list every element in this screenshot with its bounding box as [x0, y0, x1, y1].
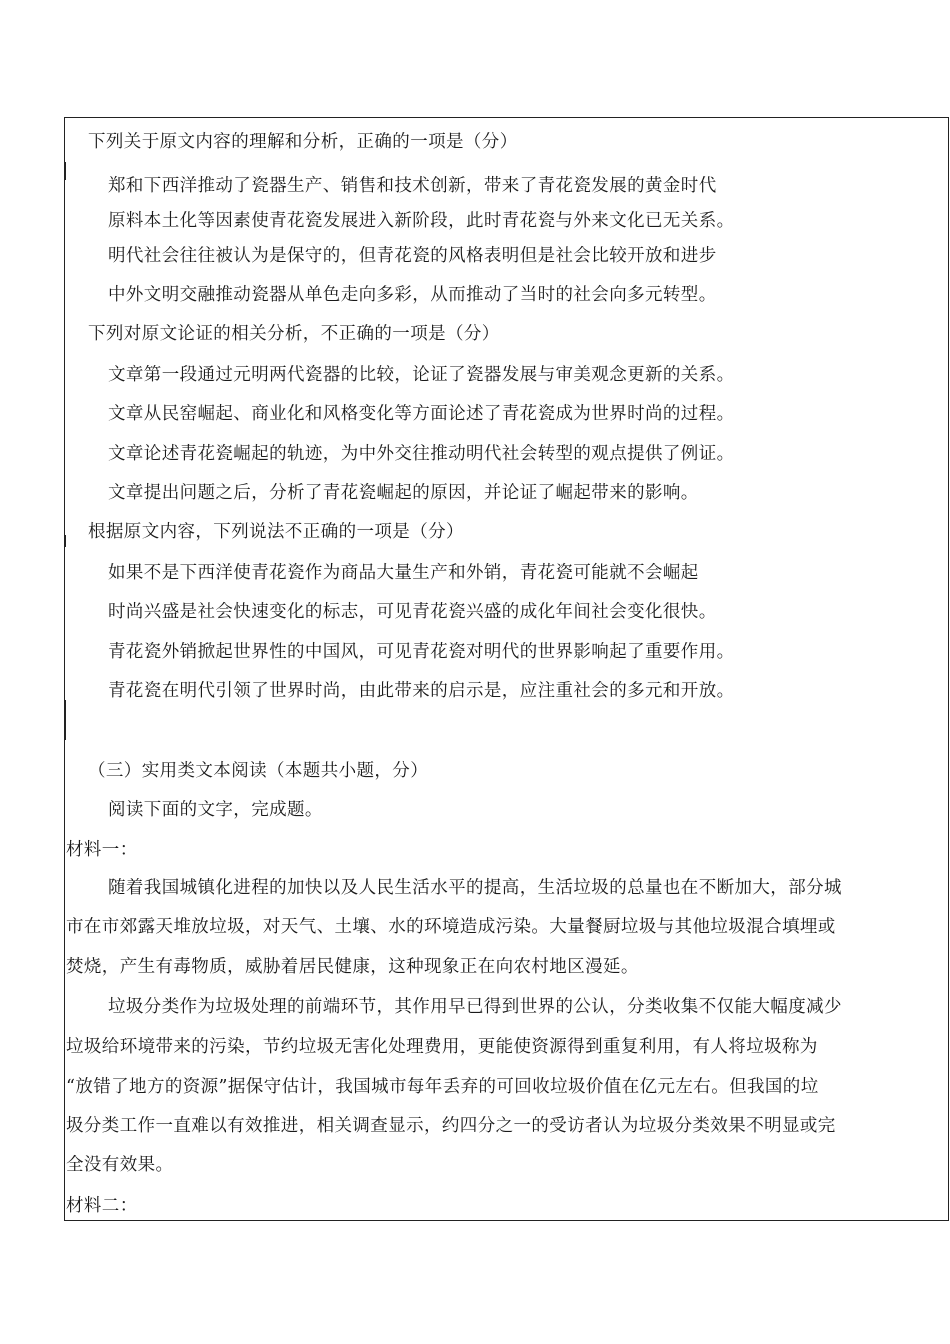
paragraph-2-line: 全没有效果。 — [66, 1155, 174, 1175]
question-3-option-d: 青花瓷在明代引领了世界时尚，由此带来的启示是，应注重社会的多元和开放。 — [108, 681, 735, 701]
question-1-stem: 下列关于原文内容的理解和分析，正确的一项是（分） — [88, 132, 518, 152]
question-2-option-a: 文章第一段通过元明两代瓷器的比较，论证了瓷器发展与审美观念更新的关系。 — [108, 365, 735, 385]
question-3-option-a: 如果不是下西洋使青花瓷作为商品大量生产和外销，青花瓷可能就不会崛起 — [108, 563, 699, 583]
question-1-option-d: 中外文明交融推动瓷器从单色走向多彩，从而推动了当时的社会向多元转型。 — [108, 285, 717, 305]
question-2-option-d: 文章提出问题之后，分析了青花瓷崛起的原因，并论证了崛起带来的影响。 — [108, 483, 699, 503]
section-heading: （三）实用类文本阅读（本题共小题，分） — [88, 761, 429, 781]
question-1-option-a: 郑和下西洋推动了瓷器生产、销售和技术创新，带来了青花瓷发展的黄金时代 — [108, 176, 717, 196]
material-2-label: 材料二： — [66, 1196, 138, 1216]
paragraph-2-line: 圾分类工作一直难以有效推进，相关调查显示，约四分之一的受访者认为垃圾分类效果不明显或完 — [66, 1116, 836, 1136]
paragraph-1-line: 市在市郊露天堆放垃圾，对天气、土壤、水的环境造成污染。大量餐厨垃圾与其他垃圾混合填埋或 — [66, 917, 836, 937]
question-2-stem: 下列对原文论证的相关分析，不正确的一项是（分） — [88, 324, 500, 344]
section-instruction: 阅读下面的文字，完成题。 — [108, 800, 323, 820]
question-3-option-c: 青花瓷外销掀起世界性的中国风，可见青花瓷对明代的世界影响起了重要作用。 — [108, 642, 735, 662]
paragraph-2-line: 垃圾给环境带来的污染，节约垃圾无害化处理费用，更能使资源得到重复利用，有人将垃圾称为 — [66, 1037, 818, 1057]
paragraph-1-line: 随着我国城镇化进程的加快以及人民生活水平的提高，生活垃圾的总量也在不断加大，部分城 — [108, 878, 842, 898]
question-3-stem: 根据原文内容，下列说法不正确的一项是（分） — [88, 522, 464, 542]
margin-mark — [64, 535, 66, 547]
question-3-option-b: 时尚兴盛是社会快速变化的标志，可见青花瓷兴盛的成化年间社会变化很快。 — [108, 602, 717, 622]
question-1-option-b: 原料本土化等因素使青花瓷发展进入新阶段，此时青花瓷与外来文化已无关系。 — [108, 211, 735, 231]
margin-mark — [64, 162, 66, 180]
question-2-option-b: 文章从民窑崛起、商业化和风格变化等方面论述了青花瓷成为世界时尚的过程。 — [108, 404, 735, 424]
paragraph-2-line: 垃圾分类作为垃圾处理的前端环节，其作用早已得到世界的公认，分类收集不仅能大幅度减少 — [108, 997, 842, 1017]
paragraph-2-line: “放错了地方的资源”据保守估计，我国城市每年丢弃的可回收垃圾价值在亿元左右。但我国的垃 — [66, 1077, 819, 1097]
paragraph-1-line: 焚烧，产生有毒物质，威胁着居民健康，这种现象正在向农村地区漫延。 — [66, 957, 639, 977]
material-1-label: 材料一： — [66, 840, 138, 860]
margin-mark — [64, 700, 66, 740]
question-1-option-c: 明代社会往往被认为是保守的，但青花瓷的风格表明但是社会比较开放和进步 — [108, 246, 717, 266]
question-2-option-c: 文章论述青花瓷崛起的轨迹，为中外交往推动明代社会转型的观点提供了例证。 — [108, 444, 735, 464]
